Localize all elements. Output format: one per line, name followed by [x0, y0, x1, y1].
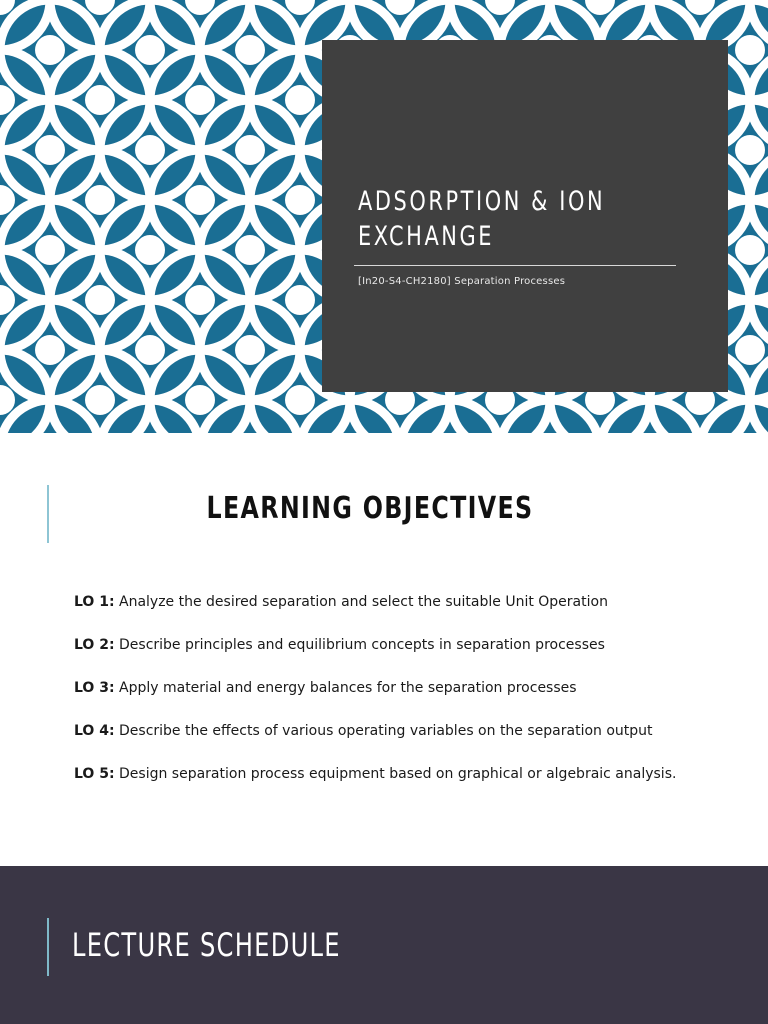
objective-text: Describe principles and equilibrium concepts in separation processes [119, 637, 605, 653]
slide-title: ADSORPTION & ION EXCHANGE [358, 186, 606, 252]
objective-code: LO 4: [74, 723, 115, 739]
title-divider [354, 265, 676, 266]
objective-text: Analyze the desired separation and select the suitable Unit Operation [119, 594, 608, 610]
objective-text: Design separation process equipment based on graphical or algebraic analysis. [119, 766, 677, 782]
objective-code: LO 5: [74, 766, 115, 782]
title-slide [0, 0, 768, 433]
accent-bar [47, 918, 49, 976]
objective-item [74, 593, 714, 612]
objective-text: Describe the effects of various operating variables on the separation output [119, 723, 653, 739]
objectives-list [74, 593, 714, 815]
lecture-schedule-slide [0, 866, 768, 1024]
objective-code: LO 2: [74, 637, 115, 653]
schedule-heading: LECTURE SCHEDULE [72, 926, 341, 964]
objective-code: LO 3: [74, 680, 115, 696]
objective-code: LO 1: [74, 594, 115, 610]
objective-text: Apply material and energy balances for the separation processes [119, 680, 577, 696]
objective-item [74, 679, 714, 698]
slide-subtitle: [In20-S4-CH2180] Separation Processes [358, 276, 566, 287]
learning-objectives-slide [0, 433, 768, 866]
title-panel [322, 40, 728, 392]
objectives-heading: LEARNING OBJECTIVES [206, 491, 534, 526]
objective-item [74, 636, 714, 655]
objective-item [74, 722, 714, 741]
objective-item [74, 758, 714, 791]
